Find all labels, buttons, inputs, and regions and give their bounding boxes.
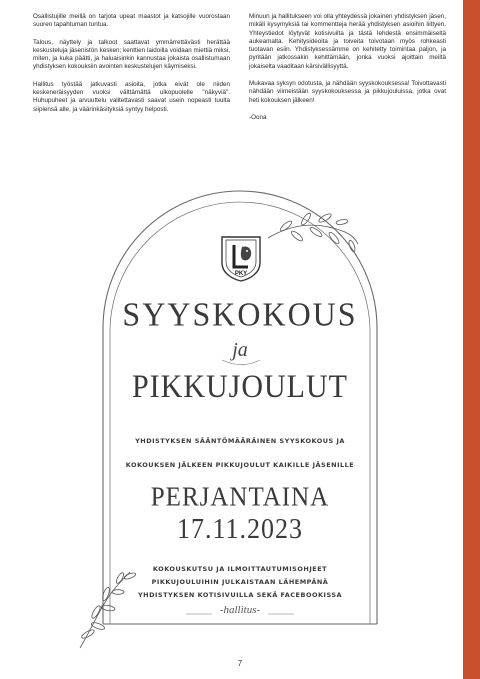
- poster-info-line: PIKKUJOULUIHIN JULKAISTAAN LÄHEMPÄNÄ: [151, 578, 329, 586]
- paragraph: Hallitus työstää jatkuvasti asioita, jotka eivät ole niiden keskeneräisyyden vuoksi välttämättä ulkopuolelle "näkyviä". Huhupuheet ja arvuuttelu valitettavasti saavat usein nopeasti tuulta siipiensä alle, ja väärinkäsityksiä syntyy helposti.: [33, 80, 230, 113]
- paragraph: Talous, näyttely ja talkoot saattavat ymmärrettävästi herättää keskusteluja jäsenistön kesken; kenttien laidoilla voidaan miettiä miksi, miten, ja kuka päätti, ja haluaisinkin kannustaa jokaista osallistumaan yhdistyksen kokouksiin avointen keskustelujen käymiseksi.: [33, 38, 230, 71]
- poster-signature: -hallitus-: [219, 604, 261, 616]
- poster-subtitle-line: YHDISTYKSEN SÄÄNTÖMÄÄRÄINEN SYYSKOKOUS JA: [135, 437, 345, 445]
- signature-oona: -Oona: [249, 113, 267, 121]
- poster-date: 17.11.2023: [176, 512, 304, 545]
- club-logo: [218, 233, 264, 283]
- page-number: 7: [237, 659, 243, 668]
- poster-weekday: PERJANTAINA: [150, 482, 330, 513]
- poster-info-line: YHDISTYKSEN KOTISIVUILLA SEKÄ FACEBOOKISSA: [137, 591, 343, 599]
- logo-text: PKY: [234, 271, 248, 277]
- shield-emblem-icon: [218, 233, 264, 283]
- paragraph: Minuun ja hallitukseen voi olla yhteydessä jokainen yhdistyksen jäsen, mikäli kysymyksiä tai kommentteja herää yhdistyksen asioihin liittyen. Yhteystiedot löytyvät kotisivuilta ja tästä lehdestä ensimmäiseltä aukeamalta. Kehitysideoita ja toiveita toivotaan myös rohkeasti tuotavan esiin. Yhdistyksessämme on kehitetty toimintaa paljon, ja pyritään jatkossakin kehittämään, jonka vuoksi ajoittain meiltä jokaiselta vaaditaan kärsivällisyyttä.: [249, 13, 446, 70]
- poster-connector-script: ja: [232, 339, 248, 361]
- poster-subtitle-line: KOKOUKSEN JÄLKEEN PIKKUJOULUT KAIKILLE JÄSENILLE: [125, 461, 355, 469]
- paragraph: Mukavaa syksyn odotusta, ja nähdään syyskokouksessa! Toivottavasti nähdään viimeistään syyskokouksessa ja pikkujouluissa, jotka ovat heti kokouksen jälkeen!: [249, 80, 446, 104]
- olive-branch-top-right-icon: [268, 212, 358, 253]
- poster-title-pikkujoulut: PIKKUJOULUT: [132, 368, 348, 405]
- poster-info-line: KOKOUSKUTSU JA ILMOITTAUTUMISOHJEET: [152, 565, 328, 573]
- paragraph: Osallistujille meillä on tarjota upeat maastot ja katsojille vuorostaan suuren tapahtuman tuntua.: [33, 13, 230, 29]
- poster-title-syyskokous: SYYSKOKOUS: [122, 294, 358, 334]
